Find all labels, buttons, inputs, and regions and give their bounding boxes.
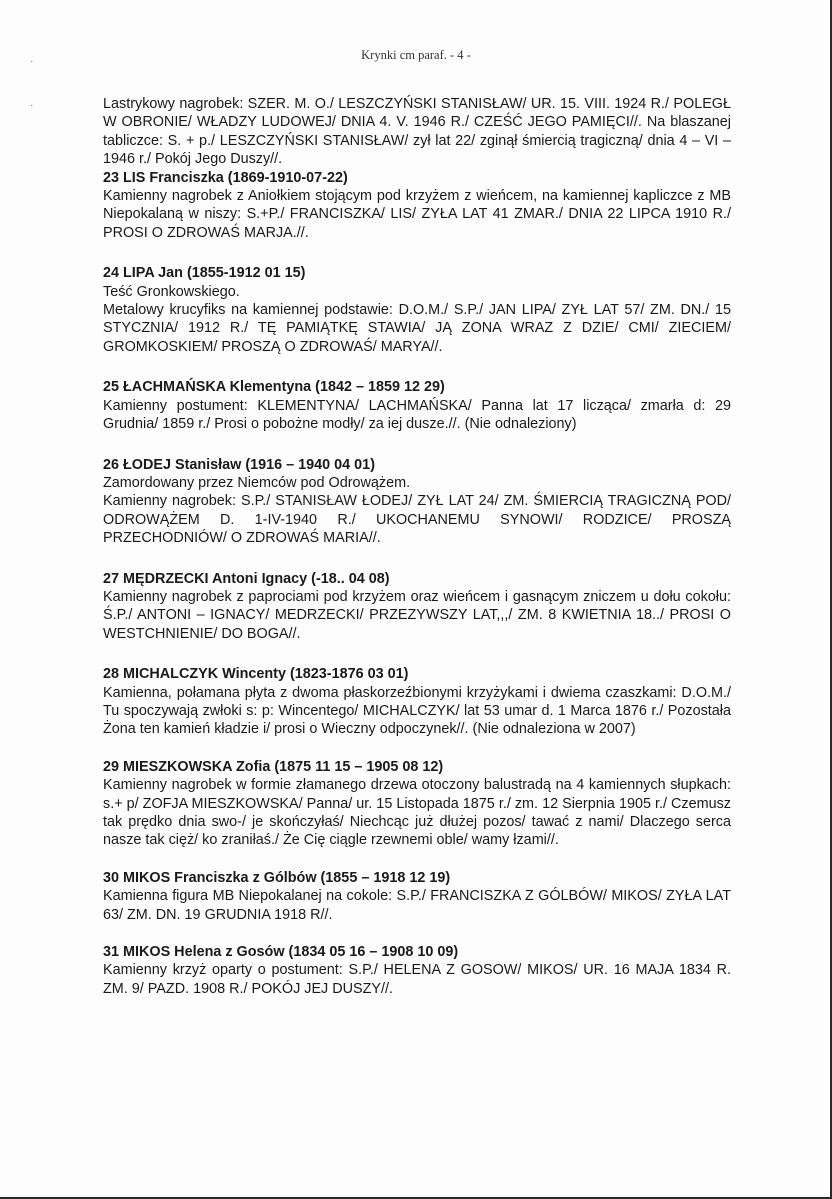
entry-description: Kamienny nagrobek z paprociami pod krzyżem oraz wieńcem i gasnącym zniczem u dołu cokołu: Ś.P./ ANTONI – IGNACY/ MEDRZECKI/ PRZEZYWSZY LAT,,,/ ZM. 8 KWIETNIA 18../ PROSI O WESTCHNIENIE/ DO BOGA//.: [103, 588, 731, 642]
entry-description: Kamienny nagrobek w formie złamanego drzewa otoczony balustradą na 4 kamiennych słupkach: s.+ p/ ZOFJA MIESZKOWSKA/ Panna/ ur. 15 Listopada 1875 r./ zm. 12 Sierpnia 1905 r./ Czemusz tak prędko dnia swo-/ je skończyłaś/ Niechcąc już dłużej pozos/ tawać z nami/ Dlaczego serca nasze tak cięż/ ko zraniłaś./ Że Cię ciągle rzewnemi oble/ wamy łzami//.: [103, 777, 731, 849]
entry-heading: 31 MIKOS Helena z Gosów (1834 05 16 – 1908 10 09): [103, 944, 459, 961]
entry-description: Kamienna, połamana płyta z dwoma płaskorzeźbionymi krzyżykami i dwiema czaszkami: D.O.M./ Tu spoczywają zwłoki s: p: Wincentego/ MICHALCZYK/ lat 53 umar d. 1 Marca 1876 r./ Pozostała Żona ten kamień kładzie i/ prosi o Wieczny odpoczynek//. (Nie odnaleziona w 2007): [103, 684, 731, 738]
grave-entry-25: [103, 378, 731, 433]
entry-heading: 29 MIESZKOWSKA Zofia (1875 11 15 – 1905 08 12): [103, 758, 444, 775]
grave-entry-29: [103, 758, 731, 850]
intro-paragraph: Lastrykowy nagrobek: SZER. M. O./ LESZCZYŃSKI STANISŁAW/ UR. 15. VIII. 1924 R./ POLEGŁ W OBRONIE/ WŁADZY LUDOWEJ/ DNIA 4. V. 1946 R./ CZEŚĆ JEGO PAMIĘCI//. Na blaszanej tabliczce: S. + p./ LESZCZYŃSKI STANISŁAW/ zył lat 22/ zginął śmiercią tragiczną/ dnia 4 – VI – 1946 r./ Pokój Jego Duszy//.: [103, 96, 731, 168]
entry-description: Kamienny nagrobek z Aniołkiem stojącym pod krzyżem z wieńcem, na kamiennej kapliczce z MB Niepokalaną w niszy: S.+P./ FRANCISZKA/ LIS/ ZYŁA LAT 41 ZMAR./ DNIA 22 LIPCA 1910 R./ PROSI O ZDROWAŚ MARJA.//.: [103, 188, 731, 241]
grave-entry-24: [103, 264, 731, 356]
entry-heading: 24 LIPA Jan (1855-1912 01 15): [103, 265, 306, 282]
entry-heading: 23 LIS Franciszka (1869-1910-07-22): [103, 169, 348, 186]
entry-heading: 25 ŁACHMAŃSKA Klementyna (1842 – 1859 12 29): [103, 379, 445, 396]
entry-description: Metalowy krucyfiks na kamiennej podstawie: D.O.M./ S.P./ JAN LIPA/ ZYŁ LAT 57/ ZM. DN./ 15 STYCZNIA/ 1912 R./ TĘ PAMIĄTKĘ STAWIA/ JĄ ZONA WRAZ Z DZIE/ CMI/ ZIECIEM/ GROMKOSKIEM/ PROSZĄ O ZDROWAŚ/ MARYA//.: [103, 302, 731, 355]
entry-description: Kamienna figura MB Niepokalanej na cokole: S.P./ FRANCISZKA Z GÓLBÓW/ MIKOS/ ZYŁA LAT 63/ ZM. DN. 19 GRUDNIA 1918 R//.: [103, 888, 731, 923]
grave-entry-30: [103, 869, 731, 924]
running-header: Krynki cm paraf. - 4 -: [361, 48, 471, 62]
entry-heading: 26 ŁODEJ Stanisław (1916 – 1940 04 01): [103, 456, 375, 473]
entry-note: Zamordowany przez Niemców pod Odrowążem.: [103, 474, 411, 491]
grave-entry-23: [103, 169, 731, 243]
entry-description: Kamienny krzyż oparty o postument: S.P./ HELENA Z GOSOW/ MIKOS/ UR. 16 MAJA 1834 R. ZM. 9/ PAZD. 1908 R./ POKÓJ JEJ DUSZY//.: [103, 962, 731, 997]
scan-speck: ·: [30, 56, 34, 67]
entry-description: Kamienny nagrobek: S.P./ STANISŁAW ŁODEJ/ ZYŁ LAT 24/ ZM. ŚMIERCIĄ TRAGICZNĄ POD/ ODROWĄŻEM D. 1-IV-1940 R./ UKOCHANEMU SYNOWI/ RODZICE/ PROSZĄ PRZECHODNIÓW/ O ZDROWAŚ MARIA//.: [103, 493, 731, 547]
document-body: [103, 95, 731, 1017]
grave-entry-27: [103, 570, 731, 644]
grave-entry-28: [103, 665, 731, 739]
grave-entry-31: [103, 943, 731, 998]
grave-entry-26: [103, 456, 731, 548]
scan-speck: ·: [30, 100, 34, 111]
entry-heading: 30 MIKOS Franciszka z Gólbów (1855 – 1918 12 19): [103, 869, 451, 886]
entry-heading: 28 MICHALCZYK Wincenty (1823-1876 03 01): [103, 666, 409, 683]
entry-heading: 27 MĘDRZECKI Antoni Ignacy (-18.. 04 08): [103, 570, 390, 587]
entry-note: Teść Gronkowskiego.: [103, 283, 240, 300]
entry-description: Kamienny postument: KLEMENTYNA/ LACHMAŃSKA/ Panna lat 17 licząca/ zmarła d: 29 Grudnia/ 1859 r./ Prosi o pobożne modły/ za iej dusze.//. (Nie odnaleziony): [103, 397, 731, 433]
